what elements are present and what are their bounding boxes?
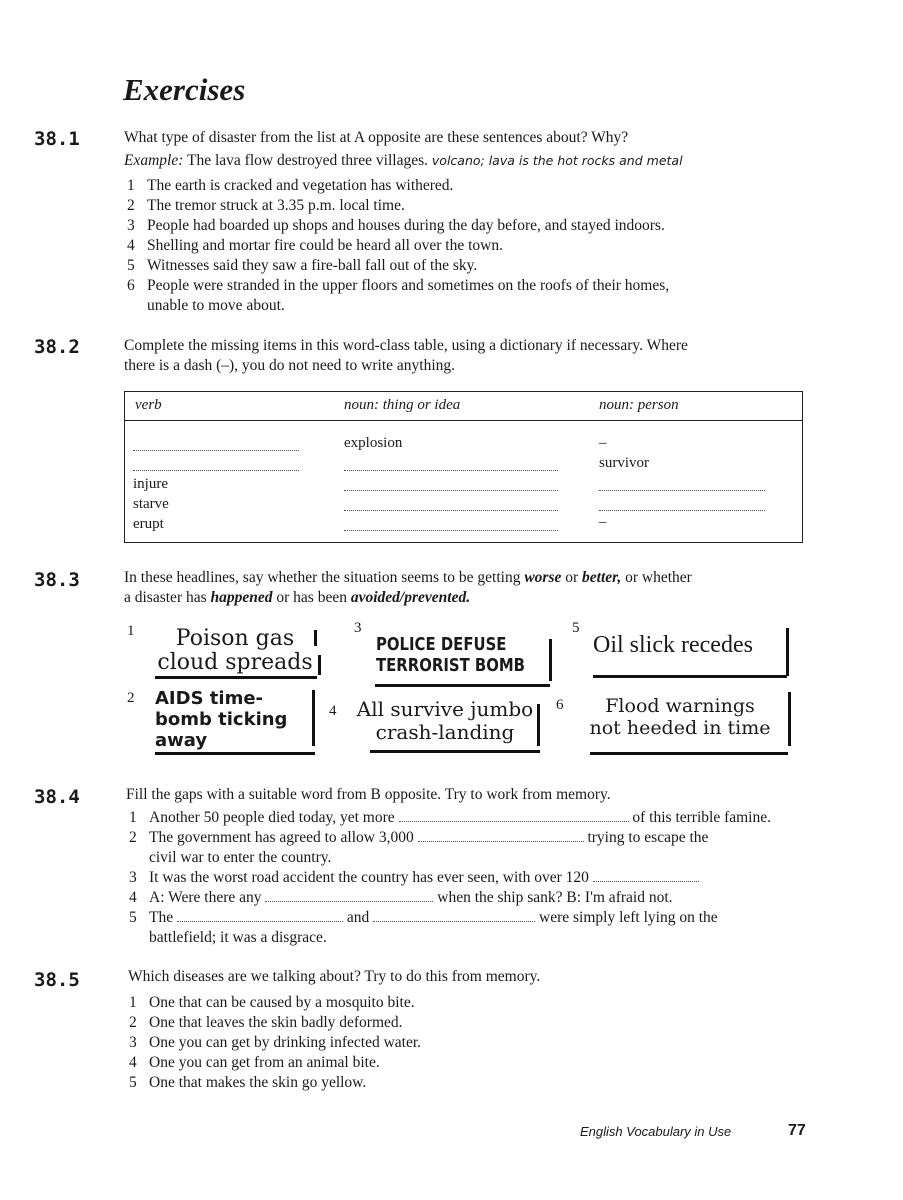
table-cell[interactable] bbox=[133, 458, 299, 476]
item-list bbox=[127, 176, 669, 316]
item-list bbox=[129, 808, 789, 948]
gap[interactable] bbox=[418, 829, 584, 842]
exercise-instruction: Which diseases are we talking about? Try to do this from memory. bbox=[128, 968, 541, 985]
list-item: 2 The government has agreed to allow 3,000 trying to escape the bbox=[129, 829, 709, 846]
table-cell[interactable] bbox=[344, 518, 558, 536]
table-cell[interactable] bbox=[344, 498, 558, 516]
gap[interactable] bbox=[399, 809, 629, 822]
book-title: English Vocabulary in Use bbox=[580, 1124, 732, 1139]
gap[interactable] bbox=[265, 889, 433, 902]
list-item: 5 The and were simply left lying on the bbox=[129, 909, 718, 926]
exercise-instruction: In these headlines, say whether the situation seems to be getting worse or better, or whether a disaster has happened or has been avoided/prevented. bbox=[124, 569, 692, 606]
exercise-instruction: What type of disaster from the list at A opposite are these sentences about? Why? bbox=[124, 129, 629, 146]
exercise-number: 38.4 bbox=[34, 786, 80, 808]
list-item: civil war to enter the country. bbox=[149, 849, 332, 866]
list-item: 6 People were stranded in the upper floors and sometimes on the roofs of their homes, bbox=[127, 277, 670, 294]
exercise-number: 38.2 bbox=[34, 336, 80, 358]
exercise-number: 38.5 bbox=[34, 969, 80, 991]
gap[interactable] bbox=[177, 909, 343, 922]
table-cell[interactable] bbox=[133, 438, 299, 456]
headline-number: 1 bbox=[127, 623, 135, 639]
list-item: 1 Another 50 people died today, yet more of this terrible famine. bbox=[129, 809, 771, 826]
exercise-instruction: Complete the missing items in this word-class table, using a dictionary if necessary. Where there is a dash (–), you do not need to write anything. bbox=[124, 337, 688, 374]
table-cell[interactable] bbox=[344, 478, 558, 496]
list-item: 4 One you can get from an animal bite. bbox=[129, 1054, 380, 1071]
headline-card: Poison gas cloud spreads bbox=[157, 626, 313, 675]
gap[interactable] bbox=[373, 909, 535, 922]
table-header bbox=[125, 392, 802, 421]
page-number: 77 bbox=[788, 1122, 806, 1139]
table-cell: – bbox=[599, 435, 607, 451]
headline-card: Oil slick recedes bbox=[593, 632, 753, 658]
example-text: The lava flow destroyed three villages. bbox=[187, 152, 429, 169]
headline-number: 5 bbox=[572, 620, 580, 636]
list-item: 1 One that can be caused by a mosquito bite. bbox=[129, 994, 415, 1011]
table-cell: injure bbox=[133, 476, 168, 492]
column-header-noun-thing: noun: thing or idea bbox=[344, 397, 461, 413]
headline-card: AIDS time- bomb ticking away bbox=[155, 688, 288, 751]
example-line bbox=[124, 151, 683, 171]
headline-number: 3 bbox=[354, 620, 362, 636]
table-cell: survivor bbox=[599, 455, 649, 471]
table-cell: explosion bbox=[344, 435, 403, 451]
list-item: 1 The earth is cracked and vegetation has withered. bbox=[127, 177, 454, 194]
table-cell: – bbox=[599, 514, 607, 530]
exercise-number: 38.3 bbox=[34, 569, 80, 591]
list-item: 2 The tremor struck at 3.35 p.m. local time. bbox=[127, 197, 405, 214]
word-class-table bbox=[124, 391, 803, 543]
list-item: 5 Witnesses said they saw a fire-ball fall out of the sky. bbox=[127, 257, 478, 274]
headline-number: 4 bbox=[329, 703, 337, 719]
list-item: 5 One that makes the skin go yellow. bbox=[129, 1074, 367, 1091]
item-list bbox=[129, 993, 421, 1093]
headline-number: 6 bbox=[556, 697, 564, 713]
list-item: 2 One that leaves the skin badly deformed. bbox=[129, 1014, 403, 1031]
headline-number: 2 bbox=[127, 690, 135, 706]
headline-card: Flood warnings not heeded in time bbox=[589, 695, 771, 739]
example-label: Example: bbox=[124, 152, 184, 169]
table-cell[interactable] bbox=[599, 498, 765, 516]
list-item: 4 Shelling and mortar fire could be heard all over the town. bbox=[127, 237, 503, 254]
column-header-verb: verb bbox=[135, 397, 162, 413]
example-answer: volcano; lava is the hot rocks and metal bbox=[431, 153, 683, 168]
list-item: 3 It was the worst road accident the country has ever seen, with over 120 bbox=[129, 868, 789, 888]
list-item: unable to move about. bbox=[147, 297, 285, 314]
column-header-noun-person: noun: person bbox=[599, 397, 679, 413]
list-item: 3 One you can get by drinking infected water. bbox=[129, 1034, 422, 1051]
headline-card: All survive jumbo crash-landing bbox=[356, 697, 534, 744]
table-cell: erupt bbox=[133, 516, 164, 532]
table-cell[interactable] bbox=[599, 478, 765, 496]
gap[interactable] bbox=[593, 869, 699, 882]
list-item: battlefield; it was a disgrace. bbox=[149, 929, 327, 946]
table-cell[interactable] bbox=[344, 458, 558, 476]
list-item: 4 A: Were there any when the ship sank? B: I'm afraid not. bbox=[129, 889, 673, 906]
table-cell: starve bbox=[133, 496, 169, 512]
headline-card: POLICE DEFUSE TERRORIST BOMB bbox=[376, 635, 526, 676]
page-title: Exercises bbox=[123, 72, 246, 107]
exercise-number: 38.1 bbox=[34, 128, 80, 150]
list-item: 3 People had boarded up shops and houses during the day before, and stayed indoors. bbox=[127, 217, 665, 234]
exercise-instruction: Fill the gaps with a suitable word from B opposite. Try to work from memory. bbox=[126, 786, 611, 803]
